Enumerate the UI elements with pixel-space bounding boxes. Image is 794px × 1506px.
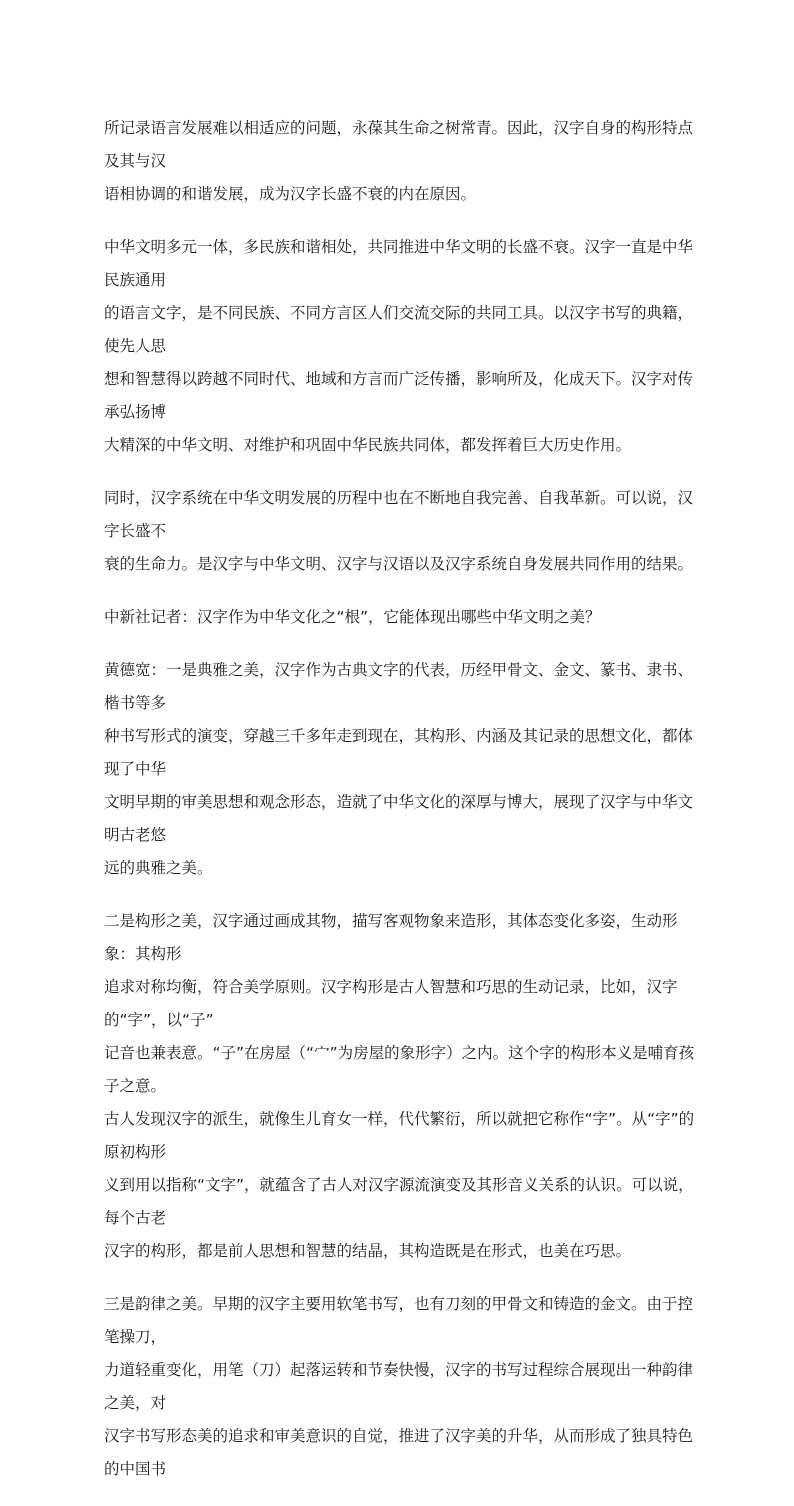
answer-paragraph-1: 黄德宽：一是典雅之美，汉字作为古典文字的代表，历经甲骨文、金文、篆书、隶书、楷书等多 种书写形式的演变，穿越三千多年走到现在，其构形、内涵及其记录的思想文化，都体现了中华 文明早期的审美思想和观念形态，造就了中华文化的深厚与博大，展现了汉字与中华文明古老悠 远的典雅之美。 [104,661,694,877]
article-body [104,112,704,1506]
paragraph-3: 同时，汉字系统在中华文明发展的历程中也在不断地自我完善、自我革新。可以说，汉字长盛不 衰的生命力。是汉字与中华文明、汉字与汉语以及汉字系统自身发展共同作用的结果。 [104,489,694,573]
interview-question: 中新社记者：汉字作为中华文化之“根”，它能体现出哪些中华文明之美？ [104,608,601,626]
answer-paragraph-3: 三是韵律之美。早期的汉字主要用软笔书写，也有刀刻的甲骨文和铸造的金文。由于控笔操刀， 力道轻重变化，用笔（刀）起落运转和节奏快慢，汉字的书写过程综合展现出一种韵律之美，对 汉字书写形态美的追求和审美意识的自觉，推进了汉字美的升华，从而形成了独具特色的中国书 [104,1295,694,1478]
answer-paragraph-2: 二是构形之美，汉字通过画成其物，描写客观物象来造形，其体态变化多姿，生动形象：其构形 追求对称均衡，符合美学原则。汉字构形是古人智慧和巧思的生动记录，比如，汉字的“字”，以“子” 记音也兼表意。“子”在房屋（“宀”为房屋的象形字）之内。这个字的构形本义是哺育孩子之意。 古人发现汉字的派生，就像生儿育女一样，代代繁衍，所以就把它称作“字”。从“字”的原初构形 义到用以指称“文字”，就蕴含了古人对汉字源流演变及其形音义关系的认识。可以说，每个古老 汉字的构形，都是前人思想和智慧的结晶，其构造既是在形式，也美在巧思。 [104,912,695,1260]
paragraph-2: 中华文明多元一体，多民族和谐相处，共同推进中华文明的长盛不衰。汉字一直是中华民族通用 的语言文字，是不同民族、不同方言区人们交流交际的共同工具。以汉字书写的典籍，使先人思 想和智慧得以跨越不同时代、地域和方言而广泛传播，影响所及，化成天下。汉字对传承弘扬博 大精深的中华文明、对维护和巩固中华民族共同体，都发挥着巨大历史作用。 [104,238,694,454]
paragraph-1: 所记录语言发展难以相适应的问题，永葆其生命之树常青。因此，汉字自身的构形特点及其与汉 语相协调的和谐发展，成为汉字长盛不衰的内在原因。 [104,119,694,203]
